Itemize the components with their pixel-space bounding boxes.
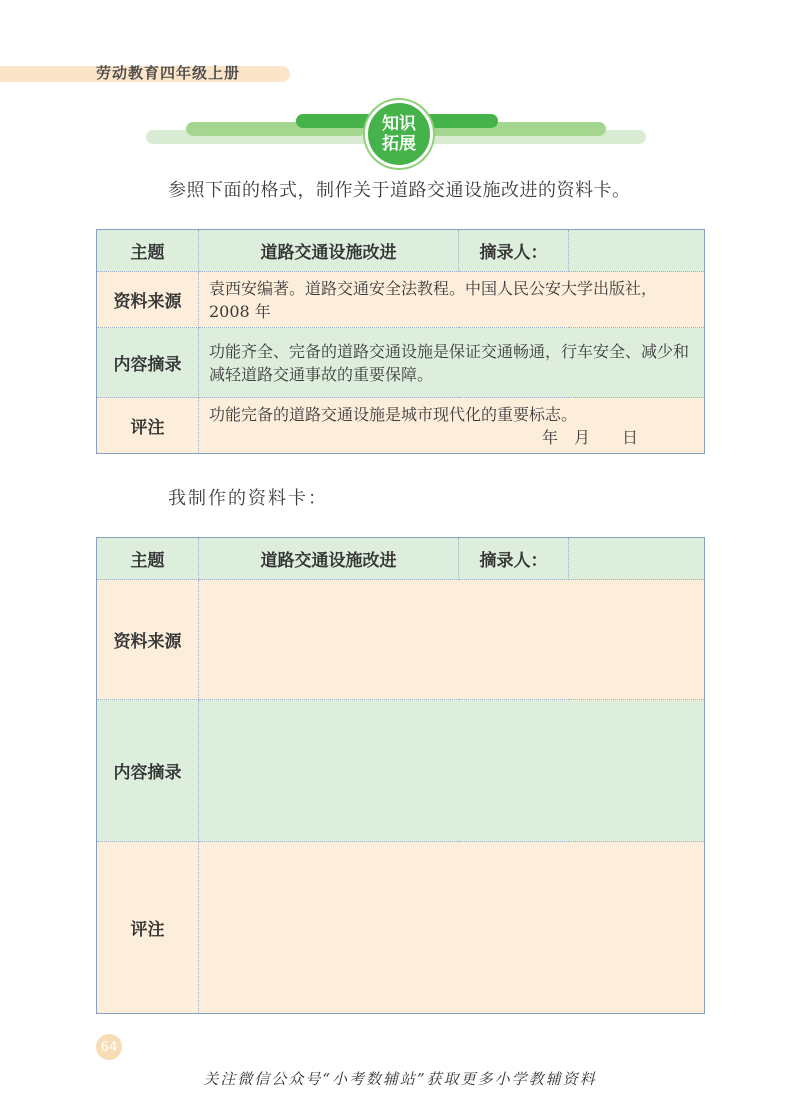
comment-label: 评注 bbox=[97, 398, 199, 454]
page-number: 64 bbox=[96, 1034, 122, 1060]
knowledge-badge bbox=[365, 100, 433, 168]
topic-label: 主题 bbox=[97, 230, 199, 272]
excerptor-value bbox=[569, 230, 705, 272]
source-value: 袁西安编著。道路交通安全法教程。中国人民公安大学出版社，2008 年 bbox=[199, 272, 705, 328]
date-line: 年 月 日 bbox=[541, 427, 638, 447]
excerptor-input[interactable] bbox=[569, 538, 705, 580]
topic-value: 道路交通设施改进 bbox=[199, 538, 459, 580]
example-card bbox=[96, 229, 705, 454]
comment-cell bbox=[199, 398, 705, 454]
comment-input[interactable] bbox=[199, 842, 705, 1014]
instruction-text: 参照下面的格式，制作关于道路交通设施改进的资料卡。 bbox=[168, 180, 631, 201]
excerpt-label: 内容摘录 bbox=[97, 328, 199, 398]
book-title: 劳动教育四年级上册 bbox=[96, 64, 241, 82]
footer-note: 关注微信公众号“小考数辅站”获取更多小学教辅资料 bbox=[203, 1070, 597, 1088]
badge-line-2: 拓展 bbox=[382, 134, 416, 154]
excerpt-input[interactable] bbox=[199, 700, 705, 842]
source-label: 资料来源 bbox=[97, 580, 199, 700]
topic-value: 道路交通设施改进 bbox=[199, 230, 459, 272]
my-card bbox=[96, 537, 705, 1014]
excerptor-label: 摘录人： bbox=[459, 230, 569, 272]
banner-stripe bbox=[296, 114, 376, 128]
comment-label: 评注 bbox=[97, 842, 199, 1014]
excerpt-label: 内容摘录 bbox=[97, 700, 199, 842]
source-input[interactable] bbox=[199, 580, 705, 700]
badge-line-1: 知识 bbox=[382, 114, 416, 134]
topic-label: 主题 bbox=[97, 538, 199, 580]
source-label: 资料来源 bbox=[97, 272, 199, 328]
my-card-title: 我制作的资料卡： bbox=[168, 488, 328, 509]
excerpt-value: 功能齐全、完备的道路交通设施是保证交通畅通，行车安全、减少和减轻道路交通事故的重要保障。 bbox=[199, 328, 705, 398]
comment-value: 功能完备的道路交通设施是城市现代化的重要标志。 bbox=[209, 404, 578, 424]
excerptor-label: 摘录人： bbox=[459, 538, 569, 580]
